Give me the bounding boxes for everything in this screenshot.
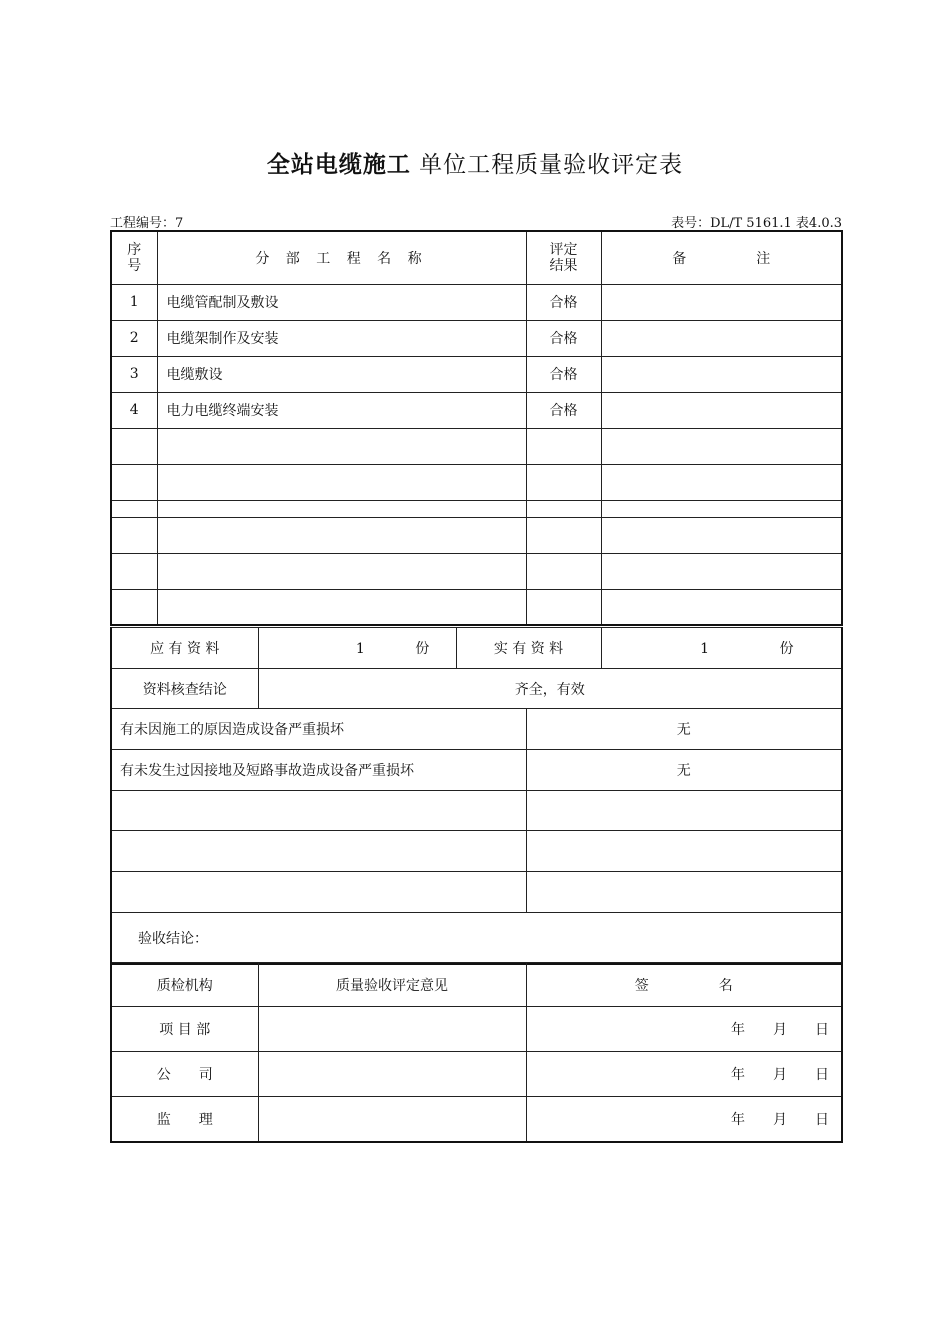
table-row: 2 电缆架制作及安装 合格 <box>111 320 842 356</box>
opinion-cell <box>258 1007 526 1052</box>
org-supervision: 监 理 <box>111 1097 258 1142</box>
damage-row <box>111 750 842 791</box>
sign-date: 年 月 日 <box>526 1007 842 1052</box>
damage-answer: 无 <box>526 750 842 791</box>
acceptance-conclusion-row <box>111 913 842 964</box>
table-row: 3 电缆敷设 合格 <box>111 356 842 392</box>
empty-row <box>111 553 842 589</box>
damage-question: 有未因施工的原因造成设备严重损坏 <box>111 709 526 750</box>
header-remark: 备 注 <box>601 231 842 284</box>
org-company: 公 司 <box>111 1052 258 1097</box>
header-opinion: 质量验收评定意见 <box>258 963 526 1007</box>
documents-table <box>110 627 843 965</box>
sign-date: 年 月 日 <box>526 1052 842 1097</box>
opinion-cell <box>258 1097 526 1142</box>
table-row: 4 电力电缆终端安装 合格 <box>111 392 842 428</box>
damage-question: 有未发生过因接地及短路事故造成设备严重损坏 <box>111 750 526 791</box>
table-row: 1 电缆管配制及敷设 合格 <box>111 284 842 320</box>
damage-answer: 无 <box>526 709 842 750</box>
signature-header-row <box>111 963 842 1007</box>
signature-row <box>111 1007 842 1052</box>
empty-row <box>111 500 842 517</box>
empty-row <box>111 464 842 500</box>
signature-table <box>110 962 843 1143</box>
required-docs-label: 应 有 资 料 <box>111 628 258 669</box>
empty-row <box>111 791 842 831</box>
empty-row <box>111 517 842 553</box>
signature-row <box>111 1097 842 1142</box>
signature-row <box>111 1052 842 1097</box>
empty-row <box>111 831 842 872</box>
table-header-row <box>111 231 842 284</box>
empty-row <box>111 589 842 625</box>
title-project: 全站电缆施工 <box>266 151 411 178</box>
header-name: 分 部 工 程 名 称 <box>157 231 526 284</box>
actual-docs-value: 1 份 <box>601 628 842 669</box>
documents-count-row <box>111 628 842 669</box>
actual-docs-label: 实 有 资 料 <box>456 628 601 669</box>
header-result: 评定结果 <box>526 231 601 284</box>
header-sign: 签 名 <box>526 963 842 1007</box>
subproject-table <box>110 230 843 626</box>
documents-check-row <box>111 669 842 709</box>
empty-row <box>111 872 842 913</box>
sign-date: 年 月 日 <box>526 1097 842 1142</box>
project-number: 工程编号：7 <box>110 216 184 231</box>
damage-row <box>111 709 842 750</box>
org-project-dept: 项 目 部 <box>111 1007 258 1052</box>
docs-check-value: 齐全，有效 <box>258 669 842 709</box>
opinion-cell <box>258 1052 526 1097</box>
form-number: 表号：DL/T 5161.1 表4.0.3 <box>671 216 842 231</box>
empty-row <box>111 428 842 464</box>
docs-check-label: 资料核查结论 <box>111 669 258 709</box>
header-org: 质检机构 <box>111 963 258 1007</box>
header-seq: 序号 <box>111 231 157 284</box>
title-form-name: 单位工程质量验收评定表 <box>419 152 684 178</box>
required-docs-value: 1 份 <box>258 628 456 669</box>
page-title <box>0 146 950 179</box>
acceptance-conclusion-label: 验收结论： <box>111 913 842 964</box>
